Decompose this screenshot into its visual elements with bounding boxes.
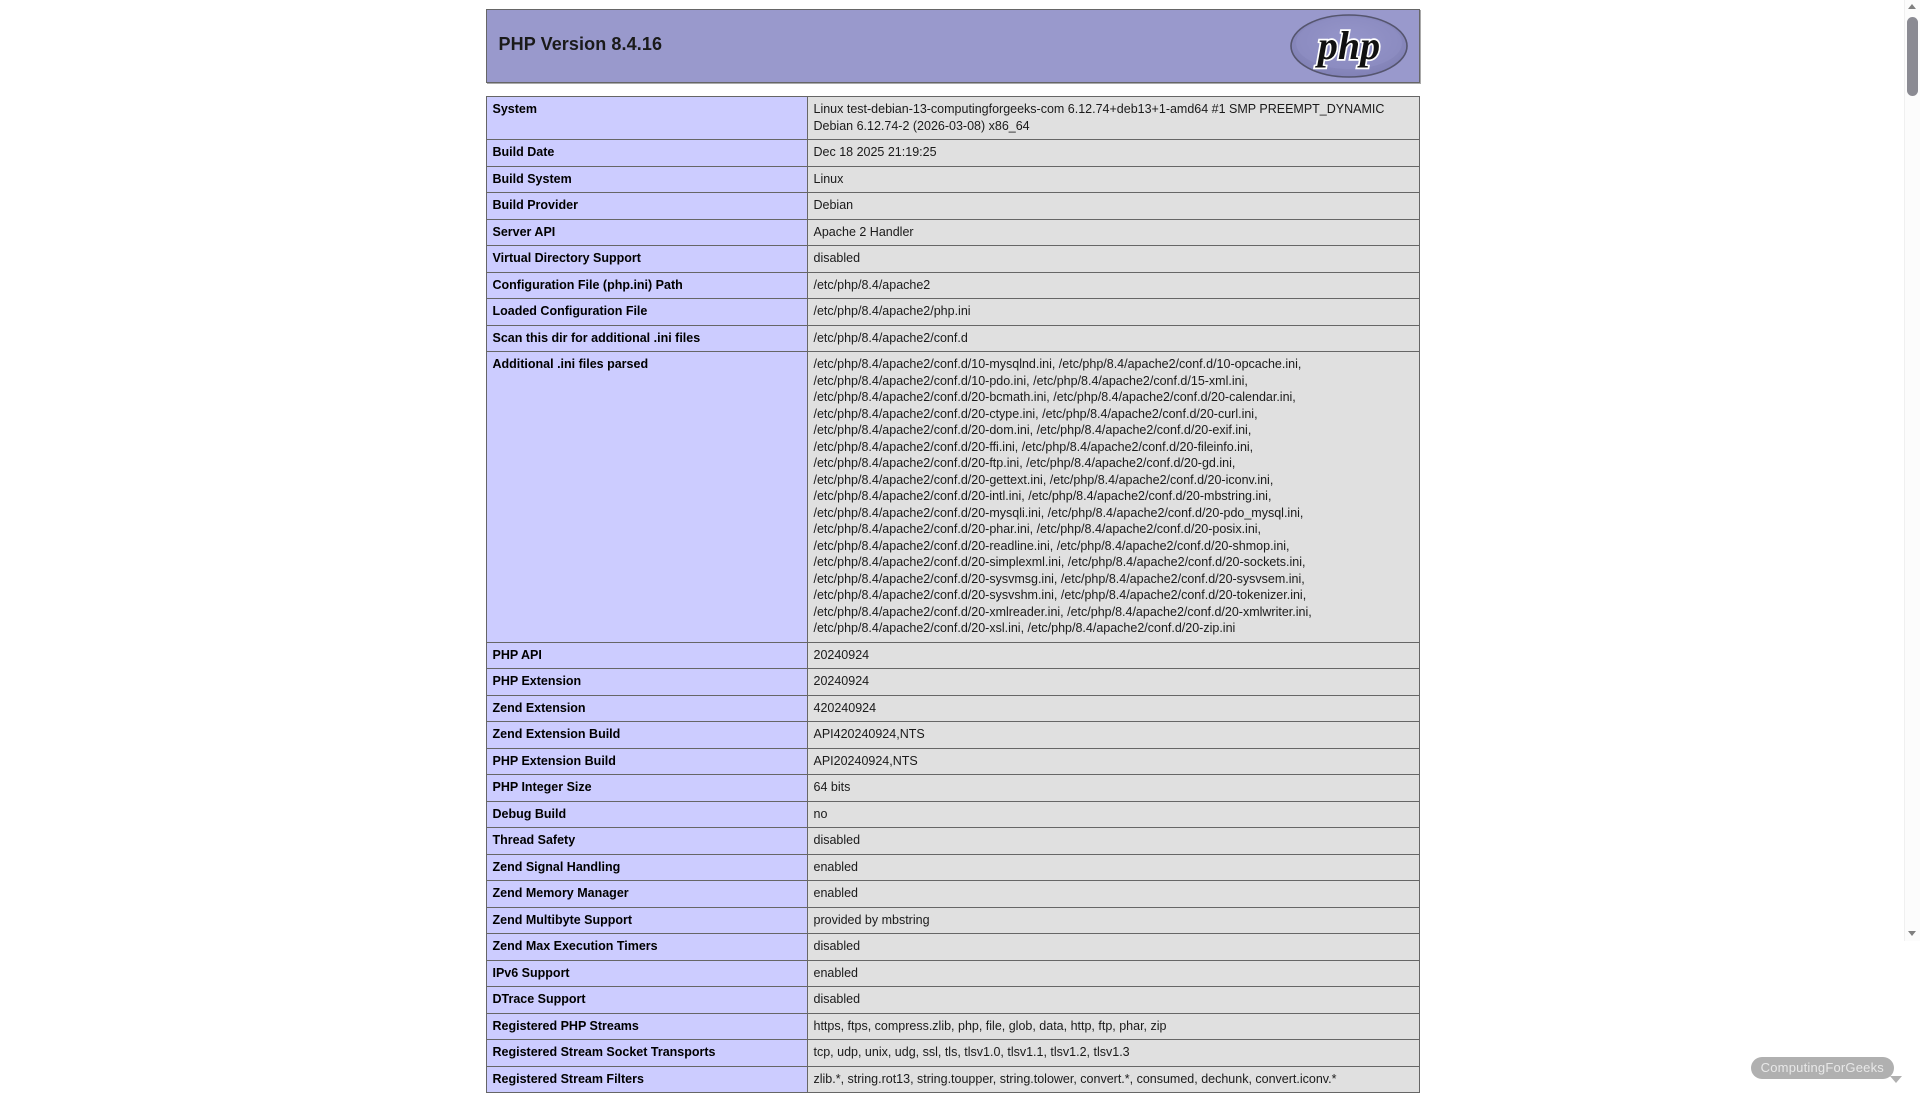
row-value: Debian bbox=[807, 193, 1419, 220]
table-row bbox=[486, 775, 1419, 802]
table-row bbox=[486, 854, 1419, 881]
table-row bbox=[486, 748, 1419, 775]
table-row bbox=[486, 325, 1419, 352]
row-value: disabled bbox=[807, 987, 1419, 1014]
row-value: Linux bbox=[807, 166, 1419, 193]
phpinfo-core-table bbox=[486, 96, 1420, 1093]
row-key: PHP Extension Build bbox=[486, 748, 807, 775]
table-row bbox=[486, 960, 1419, 987]
svg-text:php: php bbox=[1317, 23, 1380, 68]
row-key: IPv6 Support bbox=[486, 960, 807, 987]
table-row bbox=[486, 219, 1419, 246]
row-value: /etc/php/8.4/apache2/conf.d bbox=[807, 325, 1419, 352]
row-key: Zend Extension bbox=[486, 695, 807, 722]
table-row bbox=[486, 166, 1419, 193]
row-value: API420240924,NTS bbox=[807, 722, 1419, 749]
row-value: Dec 18 2025 21:19:25 bbox=[807, 140, 1419, 167]
row-value: disabled bbox=[807, 828, 1419, 855]
phpinfo-header bbox=[486, 9, 1420, 83]
table-row bbox=[486, 934, 1419, 961]
table-row bbox=[486, 881, 1419, 908]
table-row bbox=[486, 352, 1419, 643]
table-row bbox=[486, 272, 1419, 299]
php-logo-icon bbox=[1287, 12, 1411, 80]
phpinfo-content bbox=[486, 0, 1420, 1093]
table-row bbox=[486, 987, 1419, 1014]
table-row bbox=[486, 695, 1419, 722]
row-key: PHP Integer Size bbox=[486, 775, 807, 802]
row-value: API20240924,NTS bbox=[807, 748, 1419, 775]
row-key: Zend Signal Handling bbox=[486, 854, 807, 881]
row-value: 20240924 bbox=[807, 669, 1419, 696]
row-key: Zend Memory Manager bbox=[486, 881, 807, 908]
row-key: Registered Stream Filters bbox=[486, 1066, 807, 1093]
row-value: enabled bbox=[807, 854, 1419, 881]
row-key: PHP API bbox=[486, 642, 807, 669]
row-value: enabled bbox=[807, 960, 1419, 987]
table-row bbox=[486, 722, 1419, 749]
scrollbar-thumb[interactable] bbox=[1907, 17, 1918, 96]
row-value: tcp, udp, unix, udg, ssl, tls, tlsv1.0, tlsv1.1, tlsv1.2, tlsv1.3 bbox=[807, 1040, 1419, 1067]
row-key: DTrace Support bbox=[486, 987, 807, 1014]
table-row bbox=[486, 642, 1419, 669]
row-key: Zend Multibyte Support bbox=[486, 907, 807, 934]
row-key: Virtual Directory Support bbox=[486, 246, 807, 273]
row-key: Additional .ini files parsed bbox=[486, 352, 807, 643]
watermark-badge: ComputingForGeeks bbox=[1751, 1057, 1894, 1079]
table-row bbox=[486, 140, 1419, 167]
watermark-tail bbox=[1890, 1076, 1902, 1083]
row-value: disabled bbox=[807, 934, 1419, 961]
row-value: disabled bbox=[807, 246, 1419, 273]
table-row bbox=[486, 1013, 1419, 1040]
row-value: enabled bbox=[807, 881, 1419, 908]
row-value: provided by mbstring bbox=[807, 907, 1419, 934]
row-key: Zend Extension Build bbox=[486, 722, 807, 749]
scroll-up-arrow-icon[interactable] bbox=[1905, 0, 1920, 14]
row-key: Build Date bbox=[486, 140, 807, 167]
row-value: 20240924 bbox=[807, 642, 1419, 669]
row-key: PHP Extension bbox=[486, 669, 807, 696]
page-title: PHP Version 8.4.16 bbox=[498, 34, 663, 54]
row-key: System bbox=[486, 97, 807, 140]
row-value: zlib.*, string.rot13, string.toupper, string.tolower, convert.*, consumed, dechunk, convert.iconv.* bbox=[807, 1066, 1419, 1093]
row-key: Zend Max Execution Timers bbox=[486, 934, 807, 961]
row-key: Server API bbox=[486, 219, 807, 246]
table-row bbox=[486, 907, 1419, 934]
row-value: /etc/php/8.4/apache2/conf.d/10-mysqlnd.ini, /etc/php/8.4/apache2/conf.d/10-opcache.ini, /etc/php/8.4/apache2/conf.d/10-pdo.ini, /etc/php/8.4/apache2/conf.d/15-xml.ini, /etc/php/8.4/apache2/conf.d/20-bcmath.ini, /etc/php/8.4/apache2/conf.d/20-calendar.ini, /etc/php/8.4/apache2/conf.d/20-ctype.ini, /etc/php/8.4/apache2/conf.d/20-curl.ini, /etc/php/8.4/apache2/conf.d/20-dom.ini, /etc/php/8.4/apache2/conf.d/20-exif.ini, /etc/php/8.4/apache2/conf.d/20-ffi.ini, /etc/php/8.4/apache2/conf.d/20-fileinfo.ini, /etc/php/8.4/apache2/conf.d/20-ftp.ini, /etc/php/8.4/apache2/conf.d/20-gd.ini, /etc/php/8.4/apache2/conf.d/20-gettext.ini, /etc/php/8.4/apache2/conf.d/20-iconv.ini, /etc/php/8.4/apache2/conf.d/20-intl.ini, /etc/php/8.4/apache2/conf.d/20-mbstring.ini, /etc/php/8.4/apache2/conf.d/20-mysqli.ini, /etc/php/8.4/apache2/conf.d/20-pdo_mysql.ini, /etc/php/8.4/apache2/conf.d/20-phar.ini, /etc/php/8.4/apache2/conf.d/20-posix.ini, /etc/php/8.4/apache2/conf.d/20-readline.ini, /etc/php/8.4/apache2/conf.d/20-shmop.ini, /etc/php/8.4/apache2/conf.d/20-simplexml.ini, /etc/php/8.4/apache2/conf.d/20-sockets.ini, /etc/php/8.4/apache2/conf.d/20-sysvmsg.ini, /etc/php/8.4/apache2/conf.d/20-sysvsem.ini, /etc/php/8.4/apache2/conf.d/20-sysvshm.ini, /etc/php/8.4/apache2/conf.d/20-tokenizer.ini, /etc/php/8.4/apache2/conf.d/20-xmlreader.ini, /etc/php/8.4/apache2/conf.d/20-xmlwriter.ini, /etc/php/8.4/apache2/conf.d/20-xsl.ini, /etc/php/8.4/apache2/conf.d/20-zip.ini bbox=[807, 352, 1419, 643]
table-row bbox=[486, 193, 1419, 220]
phpinfo-table-body bbox=[486, 97, 1419, 1093]
scroll-down-arrow-icon[interactable] bbox=[1905, 927, 1920, 941]
table-row bbox=[486, 1066, 1419, 1093]
row-key: Debug Build bbox=[486, 801, 807, 828]
row-key: Registered PHP Streams bbox=[486, 1013, 807, 1040]
table-row bbox=[486, 669, 1419, 696]
row-value: /etc/php/8.4/apache2 bbox=[807, 272, 1419, 299]
row-key: Build System bbox=[486, 166, 807, 193]
row-value: 420240924 bbox=[807, 695, 1419, 722]
row-value: 64 bits bbox=[807, 775, 1419, 802]
row-value: https, ftps, compress.zlib, php, file, glob, data, http, ftp, phar, zip bbox=[807, 1013, 1419, 1040]
row-key: Thread Safety bbox=[486, 828, 807, 855]
row-value: Apache 2 Handler bbox=[807, 219, 1419, 246]
row-key: Scan this dir for additional .ini files bbox=[486, 325, 807, 352]
table-row bbox=[486, 828, 1419, 855]
vertical-scrollbar[interactable] bbox=[1904, 0, 1920, 941]
table-row bbox=[486, 1040, 1419, 1067]
table-row bbox=[486, 299, 1419, 326]
row-value: no bbox=[807, 801, 1419, 828]
table-row bbox=[486, 801, 1419, 828]
row-value: /etc/php/8.4/apache2/php.ini bbox=[807, 299, 1419, 326]
row-key: Registered Stream Socket Transports bbox=[486, 1040, 807, 1067]
row-key: Loaded Configuration File bbox=[486, 299, 807, 326]
table-row bbox=[486, 97, 1419, 140]
row-key: Build Provider bbox=[486, 193, 807, 220]
row-value: Linux test-debian-13-computingforgeeks-com 6.12.74+deb13+1-amd64 #1 SMP PREEMPT_DYNAMIC Debian 6.12.74-2 (2026-03-08) x86_64 bbox=[807, 97, 1419, 140]
table-row bbox=[486, 246, 1419, 273]
row-key: Configuration File (php.ini) Path bbox=[486, 272, 807, 299]
